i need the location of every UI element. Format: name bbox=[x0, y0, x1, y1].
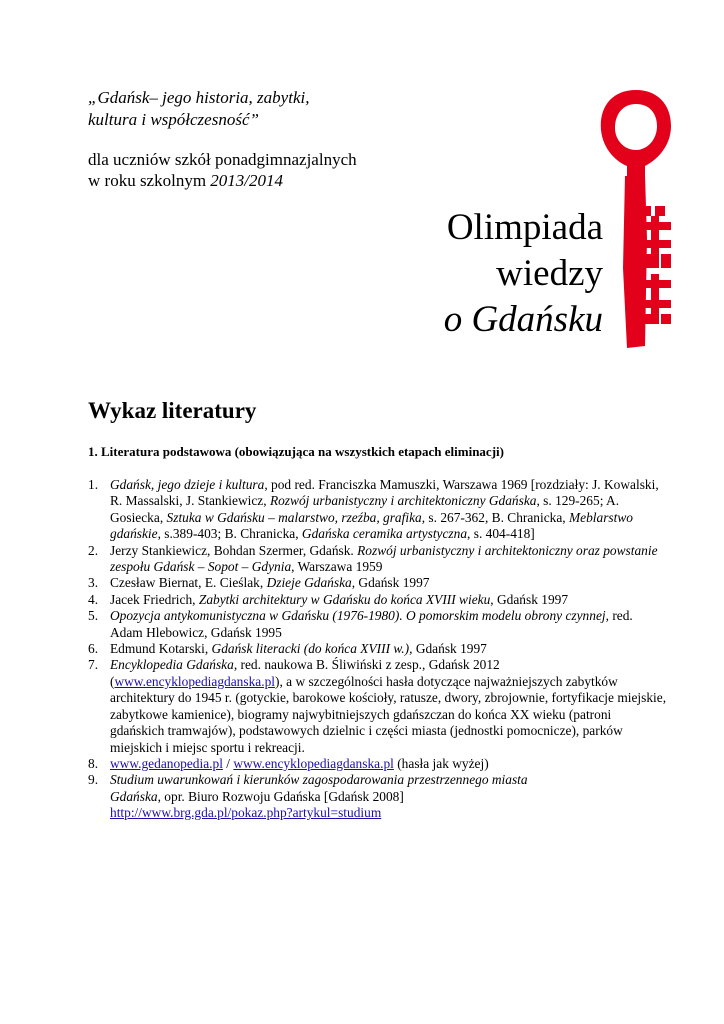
gdansk-key-icon bbox=[597, 88, 675, 350]
reference-title: Dzieje Gdańska bbox=[266, 575, 352, 591]
olympiad-title-line-2: wiedzy bbox=[496, 253, 603, 294]
target-audience bbox=[88, 149, 418, 191]
item-number: 7. bbox=[88, 657, 99, 673]
item-number: 1. bbox=[88, 477, 99, 492]
reference-text: , pod red. Franciszka Mamuszki, Warszawa 1969 [rozdziały: J. Kowalski, R. Massalski, J. Stankiewicz, bbox=[110, 477, 659, 509]
bibliography-item bbox=[88, 608, 668, 641]
reference-text: Jacek Friedrich, bbox=[110, 591, 199, 607]
reference-text: / bbox=[222, 755, 234, 771]
bibliography-item bbox=[88, 477, 668, 543]
bibliography-item bbox=[88, 756, 668, 772]
reference-text: Jerzy Stankiewicz, Bohdan Szermer, Gdańsk. bbox=[110, 542, 358, 558]
reference-title: Sztuka w Gdańsku – malarstwo, rzeźba, grafika bbox=[166, 509, 422, 525]
bibliography-list bbox=[88, 477, 668, 822]
subtitle-line-2: kultura i współczesność” bbox=[88, 110, 259, 129]
section-title: 1. Literatura podstawowa (obowiązująca na wszystkich etapach eliminacji) bbox=[88, 444, 504, 459]
audience-line-2 bbox=[88, 170, 418, 191]
reference-title: Studium uwarunkowań i kierunków zagospodarowania przestrzennego miasta bbox=[110, 772, 528, 788]
reference-title: Opozycja antykomunistyczna w Gdańsku (1976-1980). O pomorskim modelu obrony czynnej bbox=[110, 608, 606, 624]
reference-link[interactable]: www.encyklopediagdanska.pl bbox=[114, 673, 275, 689]
reference-text: , Warszawa 1959 bbox=[291, 559, 383, 575]
audience-line-1: dla uczniów szkół ponadgimnazjalnych bbox=[88, 150, 357, 169]
item-number: 6. bbox=[88, 641, 99, 657]
reference-title: Meblarstwo gdańskie bbox=[110, 509, 633, 542]
reference-title: Zabytki architektury w Gdańsku do końca XVIII wieku bbox=[198, 591, 491, 607]
bibliography-item bbox=[88, 641, 668, 657]
reference-text: , s. 267-362, B. Chranicka, bbox=[421, 509, 569, 525]
reference-text: ), a w szczególności hasła dotyczące najważniejszych zabytków architektury do 1945 r. (gotyckie, barokowe kościoły, ratusze, dwory, zbrojownie, fortyfikacje miejskie, zabytkowe kamienice), biogramy najwybitniejszych gdańszczan do końca XX wieku (patroni gdańskich tramwajów), podstawowych dzielnic i części miasta (jednostki pomocnicze), parków miejskich i miejsc sportu i rekreacji. bbox=[110, 673, 667, 755]
reference-title: Gdańsk literacki (do końca XVIII w.), bbox=[211, 641, 413, 657]
item-number: 4. bbox=[88, 591, 99, 607]
reference-link[interactable]: http://www.brg.gda.pl/pokaz.php?artykul=studium bbox=[110, 805, 382, 821]
reference-text: Edmund Kotarski, bbox=[110, 641, 212, 657]
reference-text: , s. 129-265; A. Gosiecka, bbox=[110, 493, 620, 525]
reference-text: (hasła jak wyżej) bbox=[393, 755, 489, 771]
page-heading: Wykaz literatury bbox=[88, 398, 257, 423]
item-number: 8. bbox=[88, 755, 99, 771]
olympiad-title bbox=[444, 205, 603, 343]
reference-text: , s. 404-418] bbox=[467, 526, 535, 542]
item-number: 3. bbox=[88, 575, 99, 591]
olympiad-title-line-3: o Gdańsku bbox=[443, 299, 603, 340]
item-number: 9. bbox=[88, 772, 99, 788]
olympiad-subtitle bbox=[88, 87, 388, 131]
bibliography-item bbox=[88, 575, 668, 591]
audience-prefix: w roku szkolnym bbox=[88, 171, 211, 190]
bibliography-item bbox=[88, 592, 668, 608]
school-year: 2013/2014 bbox=[210, 171, 284, 190]
item-number: 2. bbox=[88, 542, 99, 558]
reference-text: red. naukowa B. Śliwiński z zesp., Gdańsk 2012 ( bbox=[110, 657, 500, 689]
reference-text: , Gdańsk 1997 bbox=[490, 591, 569, 607]
bibliography-item bbox=[88, 657, 668, 755]
reference-text: Czesław Biernat, E. Cieślak, bbox=[110, 575, 267, 591]
reference-title: Gdańska bbox=[110, 788, 158, 804]
reference-title: Gdańsk, jego dzieje i kultura bbox=[110, 477, 265, 492]
subtitle-line-1: „Gdańsk– jego historia, zabytki, bbox=[88, 88, 310, 107]
reference-text: , Gdańsk 1997 bbox=[351, 575, 430, 591]
bibliography-item bbox=[88, 543, 668, 576]
bibliography-item bbox=[88, 772, 668, 821]
olympiad-title-line-1: Olimpiada bbox=[446, 207, 603, 248]
reference-link[interactable]: www.gedanopedia.pl bbox=[110, 755, 223, 771]
reference-title: Encyklopedia Gdańska, bbox=[110, 657, 238, 673]
reference-text: , opr. Biuro Rozwoju Gdańska [Gdańsk 2008] bbox=[157, 788, 404, 804]
reference-title: Rozwój urbanistyczny i architektoniczny Gdańska bbox=[269, 493, 537, 509]
reference-title: Gdańska ceramika artystyczna bbox=[301, 526, 468, 542]
reference-link[interactable]: www.encyklopediagdanska.pl bbox=[233, 755, 394, 771]
item-number: 5. bbox=[88, 608, 99, 624]
reference-text: , s.389-403; B. Chranicka, bbox=[157, 526, 302, 542]
reference-text: , red. Adam Hlebowicz, Gdańsk 1995 bbox=[110, 608, 633, 640]
reference-title: Rozwój urbanistyczny i architektoniczny oraz powstanie zespołu Gdańsk – Sopot – Gdynia bbox=[110, 542, 658, 575]
reference-text: Gdańsk 1997 bbox=[412, 641, 487, 657]
